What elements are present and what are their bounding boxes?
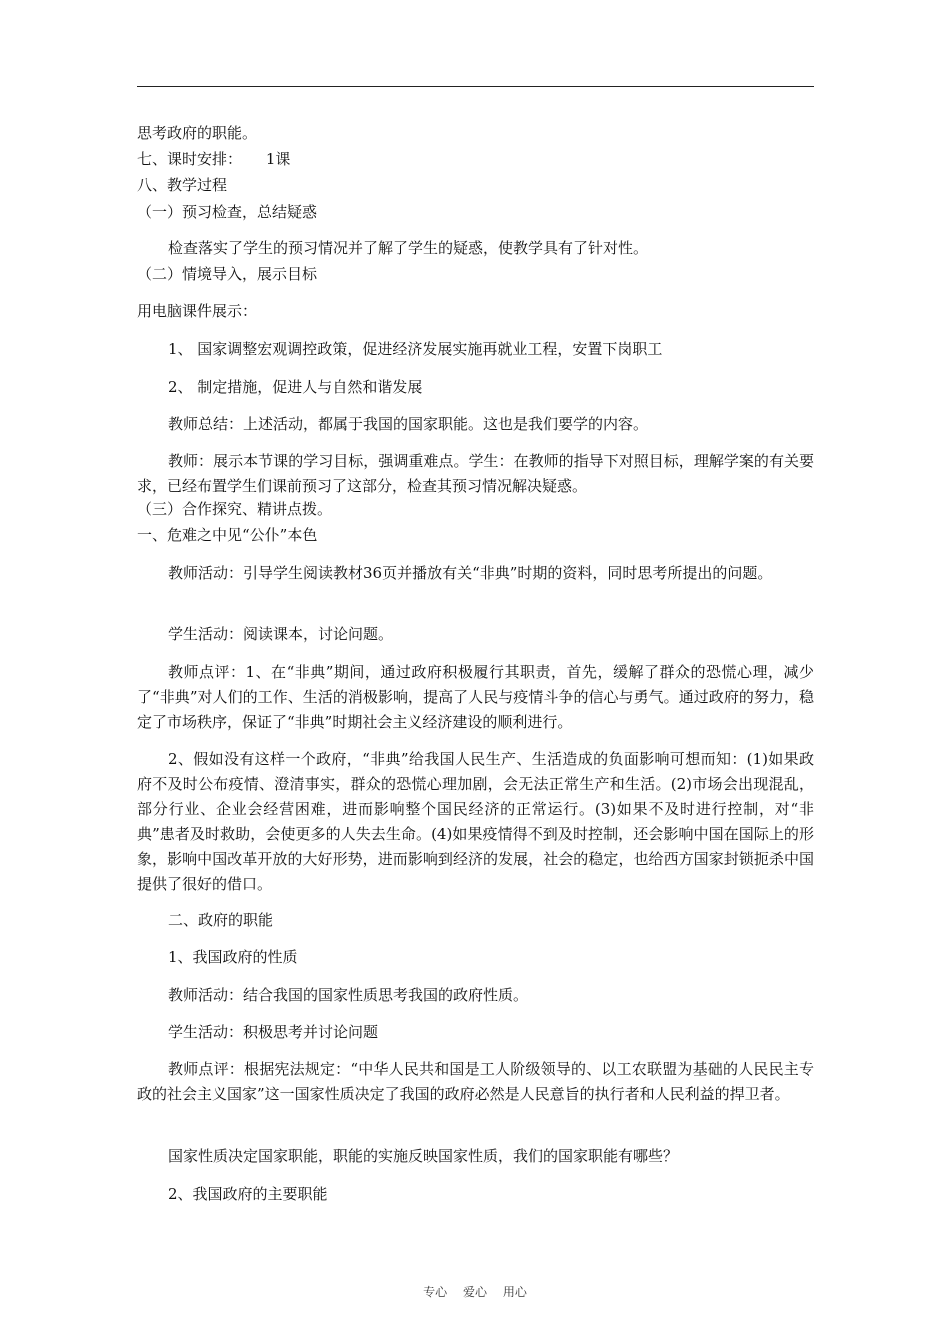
section-heading: 八、教学过程 (137, 176, 228, 194)
list-item: 1、 国家调整宏观调控政策，促进经济发展实施再就业工程，安置下岗职工 (168, 340, 663, 358)
text-line: 国家性质决定国家职能，职能的实施反映国家性质，我们的国家职能有哪些？ (168, 1147, 679, 1165)
footer-text: 用心 (502, 1285, 527, 1299)
text-line: 用电脑课件展示： (137, 302, 258, 320)
footer-text: 专心 (423, 1285, 448, 1299)
schedule-line: 七、课时安排： 1课 (137, 150, 291, 168)
text-line: 思考政府的职能。 (137, 124, 258, 142)
section-heading: 二、政府的职能 (168, 911, 274, 929)
subsection-heading: （一）预习检查，总结疑惑 (137, 203, 318, 221)
text-line: 教师总结：上述活动，都属于我国的国家职能。这也是我们要学的内容。 (168, 415, 649, 433)
subsection-heading: 1、我国政府的性质 (168, 948, 298, 966)
header-rule (137, 86, 814, 87)
section-heading: 一、危难之中见“公仆”本色 (137, 526, 318, 544)
text-line: 检查落实了学生的预习情况并了解了学生的疑惑，使教学具有了针对性。 (168, 239, 649, 257)
text-line: 学生活动：阅读课本，讨论问题。 (168, 625, 394, 643)
paragraph: 教师：展示本节课的学习目标，强调重难点。学生：在教师的指导下对照目标，理解学案的有关要求，已经布置学生们课前预习了这部分，检查其预习情况解决疑惑。 (137, 452, 814, 495)
subsection-heading: （二）情境导入，展示目标 (137, 265, 318, 283)
page-footer (0, 1283, 950, 1300)
paragraph: 教师点评：1、在“非典”期间，通过政府积极履行其职责，首先，缓解了群众的恐慌心理，减少了“非典”对人们的工作、生活的消极影响，提高了人民与疫情斗争的信心与勇气。通过政府的努力，稳定了市场秩序，保证了“非典”时期社会主义经济建设的顺利进行。 (137, 663, 814, 731)
subsection-heading: （三）合作探究、精讲点拨。 (137, 500, 333, 518)
text-line: 教师活动：结合我国的国家性质思考我国的政府性质。 (168, 986, 529, 1004)
paragraph: 教师点评：根据宪法规定：“中华人民共和国是工人阶级领导的、以工农联盟为基础的人民民主专政的社会主义国家”这一国家性质决定了我国的政府必然是人民意旨的执行者和人民利益的捍卫者。 (137, 1060, 814, 1103)
text-line: 学生活动：积极思考并讨论问题 (168, 1023, 379, 1041)
footer-text: 爱心 (462, 1285, 487, 1299)
subsection-heading: 2、我国政府的主要职能 (168, 1185, 328, 1203)
paragraph: 2、假如没有这样一个政府，“非典”给我国人民生产、生活造成的负面影响可想而知：(1)如果政府不及时公布疫情、澄清事实，群众的恐慌心理加剧，会无法正常生产和生活。(2)市场会出现混乱，部分行业、企业会经营困难，进而影响整个国民经济的正常运行。(3)如果不及时进行控制，对“非典”患者及时救助，会使更多的人失去生命。(4)如果疫情得不到及时控制，还会影响中国在国际上的形象，影响中国改革开放的大好形势，进而影响到经济的发展，社会的稳定，也给西方国家封锁扼杀中国提供了很好的借口。 (137, 750, 814, 893)
paragraph: 教师活动：引导学生阅读教材36页并播放有关“非典”时期的资料，同时思考所提出的问题。 (168, 564, 773, 582)
list-item: 2、 制定措施，促进人与自然和谐发展 (168, 378, 423, 396)
